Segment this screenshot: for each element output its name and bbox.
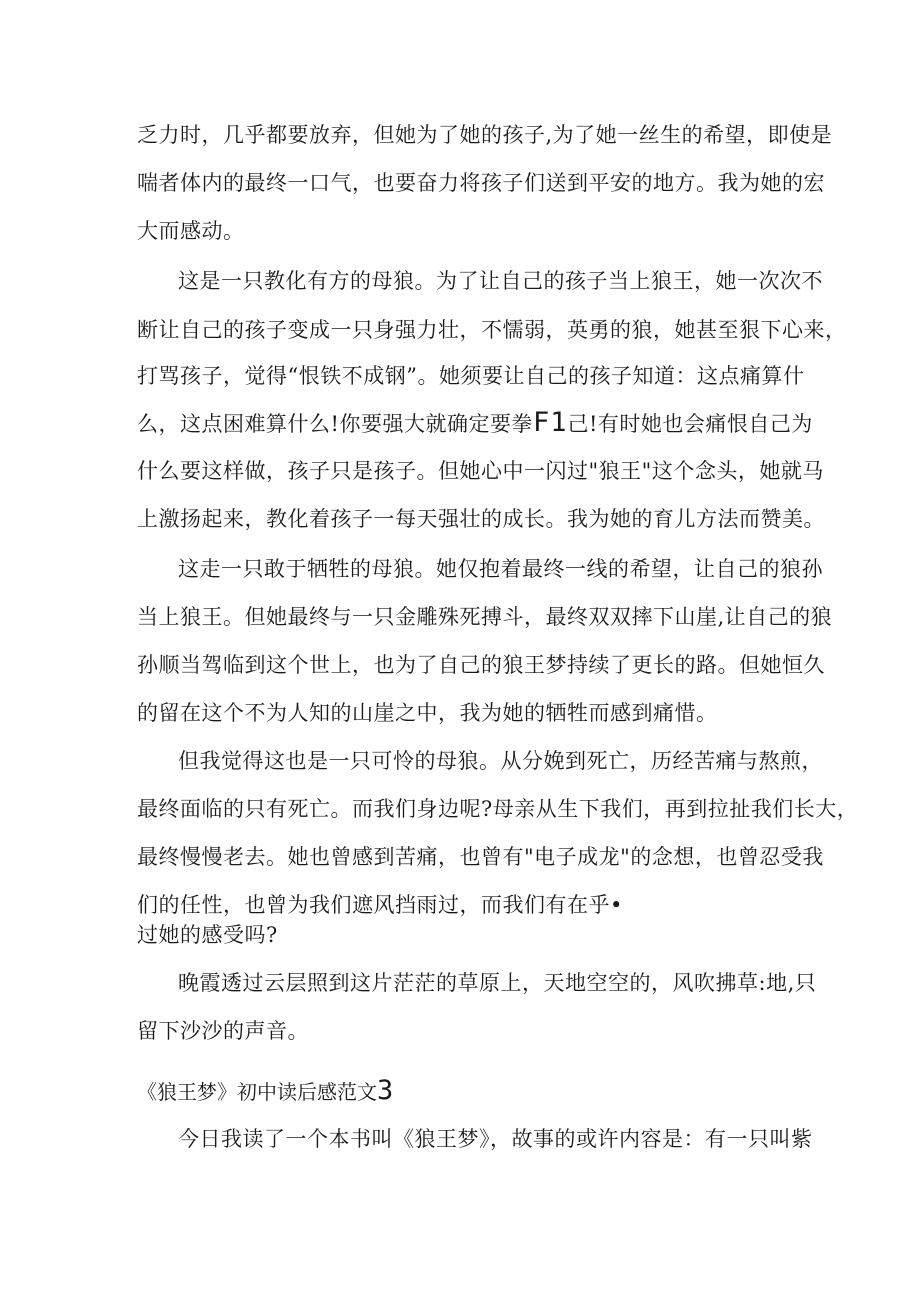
paragraph-line: 晚霞透过云层照到这片茫茫的草原上，天地空空的，风吹拂草:地,只: [178, 971, 817, 995]
paragraph-line: 但我觉得这也是一只可怜的母狼。从分娩到死亡，历经苦痛与熬煎，: [178, 749, 823, 773]
paragraph-line: 最终慢慢老去。她也曾感到苦痛，也曾有"电子成龙"的念想，也曾忍受我: [137, 845, 824, 869]
heading-number: 3: [377, 1075, 395, 1106]
paragraph-line: 们的任性，也曾为我们遮风挡雨过，而我们有在乎•: [137, 893, 623, 917]
paragraph-line: 喘者体内的最终一口气，也要奋力将孩子们送到平安的地方。我为她的宏: [137, 171, 825, 195]
paragraph-line: 什么要这样做，孩子只是孩子。但她心中一闪过"狼王"这个念头，她就马: [137, 459, 824, 483]
paragraph-line: 这是一只教化有方的母狼。为了让自己的孩子当上狼王，她一次次不: [178, 269, 823, 293]
line-text-before: 么，这点困难算什么!你要强大就确定要拳: [137, 412, 533, 436]
paragraph-line: 断让自己的孩子变成一只身强力壮，不懦弱，英勇的狼，她甚至狠下心来，: [137, 318, 847, 342]
paragraph-line: 当上狼王。但她最终与一只金雕殊死搏斗，最终双双摔下山崖,让自己的狼: [137, 605, 833, 629]
paragraph-line: 过她的感受吗?: [137, 923, 278, 947]
paragraph-line: 打骂孩子，觉得“恨铁不成钢”。她须要让自己的孩子知道：这点痛算什: [137, 364, 805, 388]
section-heading: [137, 1076, 394, 1107]
paragraph-line: 大而感动。: [137, 219, 245, 243]
paragraph-line: 留下沙沙的声音。: [137, 1019, 309, 1043]
paragraph-line-with-special: [137, 407, 813, 439]
heading-text: 《狼王梦》初中读后感范文: [137, 1080, 377, 1104]
line-text-after: 己!有时她也会痛恨自己为: [567, 412, 813, 436]
paragraph-line: 的留在这个不为人知的山崖之中，我为她的牺牲而感到痛惜。: [137, 701, 718, 725]
paragraph-line: 孙顺当驾临到这个世上，也为了自己的狼王梦持续了更长的路。但她恒久: [137, 653, 825, 677]
paragraph-line: 乏力时，几乎都要放弃，但她为了她的孩子,为了她一丝生的希望，即使是: [137, 123, 833, 147]
ocr-artifact-text: F1: [532, 407, 568, 438]
paragraph-line: 最终面临的只有死亡。而我们身边呢?母亲从生下我们，再到拉扯我们长大，: [137, 797, 859, 821]
paragraph-line: 上激扬起来，教化着孩子一每天强壮的成长。我为她的育儿方法而赞美。: [137, 507, 825, 531]
paragraph-line: 今日我读了一个本书叫《狼王梦》，故事的或许内容是：有一只叫紫: [178, 1127, 813, 1151]
paragraph-line: 这走一只敢于牺牲的母狼。她仅抱着最终一线的希望，让自己的狼孙: [178, 557, 823, 581]
